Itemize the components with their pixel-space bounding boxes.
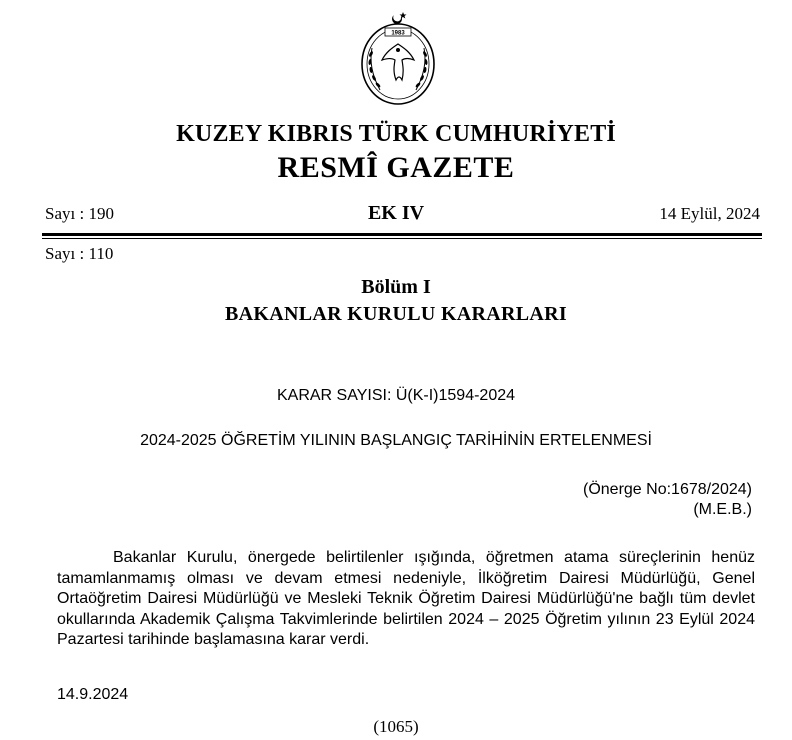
proposal-number: (Önerge No:1678/2024) bbox=[583, 481, 752, 498]
issue-date: 14 Eylül, 2024 bbox=[659, 204, 760, 223]
header-rule-thin bbox=[42, 238, 762, 239]
kktc-coat-of-arms-icon bbox=[358, 8, 438, 106]
decision-number: KARAR SAYISI: Ü(K-I)1594-2024 bbox=[276, 387, 516, 404]
page-number: (1065) bbox=[373, 717, 419, 736]
supplement-label: EK IV bbox=[367, 202, 425, 224]
decision-body bbox=[57, 548, 755, 651]
decision-body-text: Bakanlar Kurulu, önergede belirtilenler ışığında, öğretmen atama süreçlerinin henüz tamamlanmamış olması ve devam etmesi nedeniyle, İlköğretim Dairesi Müdürlüğü, Genel Ortaöğretim Dairesi Müdürlüğü ve Mesleki Teknik Öğretim Dairesi Müdürlüğü'ne bağlı tüm devlet okullarında Akademik Çalışma Takvimlerinde belirtilen 2024 – 2025 Öğretim yılının 23 Eylül 2024 Pazartesi tarihinde başlamasına karar verdi. bbox=[57, 549, 755, 648]
emblem-year: 1983 bbox=[391, 30, 405, 37]
header-rule-thick bbox=[42, 233, 762, 236]
supplement-issue-number: Sayı : 110 bbox=[45, 244, 114, 263]
section-part: Bölüm I bbox=[361, 276, 431, 298]
ministry-code: (M.E.B.) bbox=[693, 501, 752, 518]
proposal-block bbox=[583, 480, 752, 520]
signed-date: 14.9.2024 bbox=[57, 686, 129, 703]
issue-number: Sayı : 190 bbox=[45, 204, 114, 223]
decision-subject: 2024-2025 ÖĞRETİM YILININ BAŞLANGIÇ TARİHİNİN ERTELENMESİ bbox=[140, 432, 652, 449]
gazette-title: RESMÎ GAZETE bbox=[277, 151, 515, 184]
section-title: BAKANLAR KURULU KARARLARI bbox=[225, 303, 567, 325]
country-title: KUZEY KIBRIS TÜRK CUMHURİYETİ bbox=[176, 121, 616, 147]
